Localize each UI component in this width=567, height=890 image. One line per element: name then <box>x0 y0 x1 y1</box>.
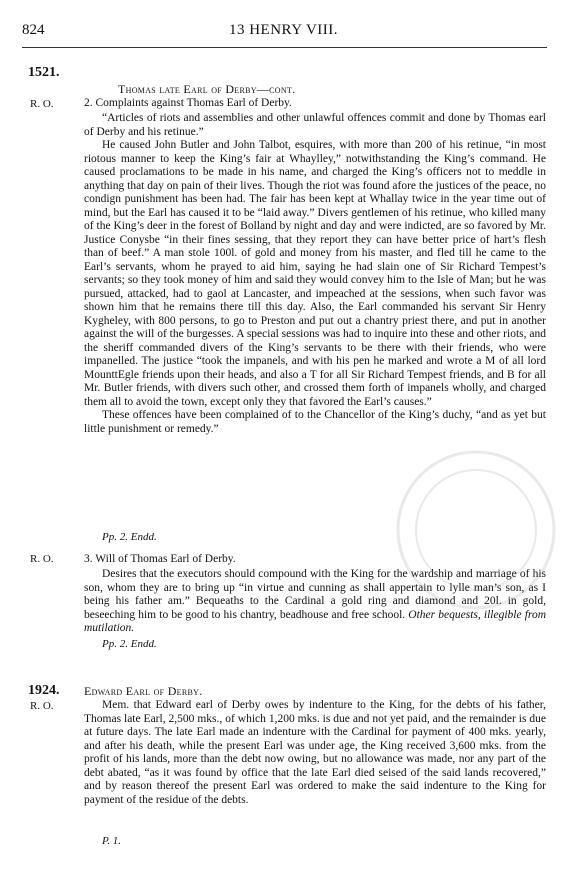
item-title: 3. Will of Thomas Earl of Derby. <box>84 553 236 565</box>
margin-source-ro: R. O. <box>30 98 54 110</box>
editorial-note: Other bequests, illegible from mutilation. <box>84 608 546 634</box>
paragraph: These offences have been complained of to the Chancellor of the King’s duchy, “and as yet but little punishment or remedy.” <box>84 409 546 435</box>
document-reference: Pp. 2. Endd. <box>102 638 157 650</box>
page-header <box>0 22 567 46</box>
document-reference: Pp. 2. Endd. <box>102 531 157 543</box>
entry-title: Edward Earl of Derby. <box>84 684 203 698</box>
entry-body <box>84 699 546 807</box>
header-rule <box>22 47 547 48</box>
margin-source-ro: R. O. <box>30 553 54 565</box>
item-title: 2. Complaints against Thomas Earl of Derby. <box>84 97 292 109</box>
paragraph: He caused John Butler and John Talbot, esquires, with more than 200 of his retinue, “in most riotous manner to keep the King’s fair at Whaylley,” notwithstanding the King’s command. He caused proclamations to be made in his name, and charged the King’s officers not to meddle in anything that day on pain of their lives. Though the riot was found afore the justices of the peace, no condign punishment has been had. The fair has been kept at Whallay twice in the year time out of mind, but the Earl has caused it to be “laid away.” Divers gentlemen of his retinue, who killed many of the King’s deer in the forest of Bolland by night and day and were indicted, are so favored by Mr. Justice Conysbe “in their fines sessing, that they report they can have better price of hart’s flesh than of beef.” A man stole 100l. of gold and money from his master, and fled till he came to the Earl’s servants, whom he prayed to aid him, saying he had slain one of Sir Richard Tempest’s servants; so they took money of him and said they would convey him to the Isle of Man; but he was pursued, attacked, had to gaol at Lancaster, and impeached at the sessions, when such favor was shown him that he remains there till this day. Also, the Earl commanded his servant Sir Henry Kygheley, with 800 persons, to go to Preston and put out a chantry priest there, and put in another against the will of the burgesses. A special sessions was had to inquire into these and other riots, and the sheriff commanded divers of the King’s servants to be there with their friends, who were impanelled. The justice “took the impanels, and with his pen he marked and wrote a M of all lord MounttEgle friends upon their heads, and also a T for all Sir Richard Tempest friends, and B for all Mr. Butler friends, with divers such other, and crossed them forth of impanels wholly, and charged them all to avoid the town, except only they that favored the Earl’s causes.” <box>84 139 546 408</box>
running-title: 13 HENRY VIII. <box>228 22 339 38</box>
margin-source-ro: R. O. <box>30 700 54 712</box>
year-marker: 1521. <box>28 65 60 80</box>
item-body <box>84 112 546 436</box>
paragraph: Mem. that Edward earl of Derby owes by indenture to the King, for the debts of his father, Thomas late Earl, 2,500 mks., of which 1,200 mks. is due and not yet paid, and the remainder is due at future days. The late Earl made an indenture with the Cardinal for payment of 400 mks. yearly, and after his death, while the present Earl was under age, the King received 3,600 mks. from the profit of his lands, more than the debt now owing, but no allowance was made, nor any part of the debt abated, “as it was found by office that the late Earl died seised of the said lands recovered,” and by reason thereof the present Earl was ordered to make the said indenture to the King for payment of the residue of the debts. <box>84 699 546 806</box>
entry-number: 1924. <box>28 683 60 698</box>
document-reference: P. 1. <box>102 835 122 847</box>
library-stamp-watermark <box>391 430 561 630</box>
page-number: 824 <box>22 22 45 38</box>
paragraph-text: Desires that the executors should compound with the King for the wardship and marriage of his son, whom they are to bring up “in virtue and cunning as shall appertain to lylle man’s son, as I being his father am.” Bequeaths to the Cardinal a gold ring and diamond and 20l. in gold, beseeching him to be good to his chantry, beadhouse and free school. <box>84 568 546 621</box>
section-heading: Thomas late Earl of Derby—cont. <box>118 82 296 96</box>
paragraph: “Articles of riots and assemblies and other unlawful offences commit and done by Thomas earl of Derby and his retinue.” <box>84 112 546 138</box>
